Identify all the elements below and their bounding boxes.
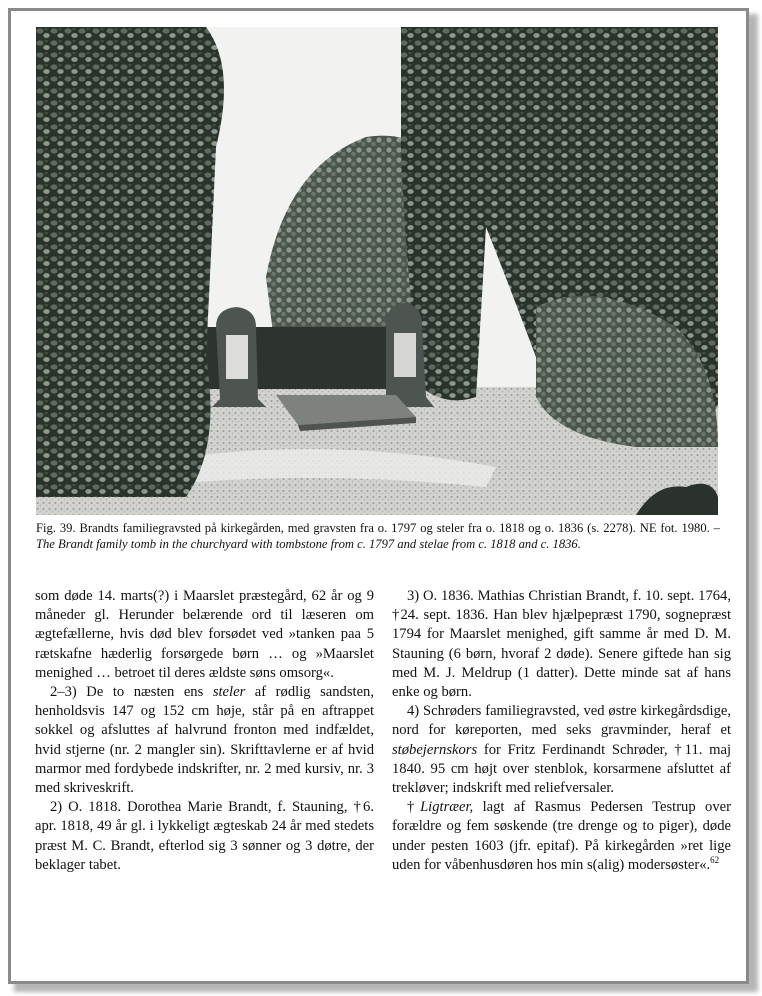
text-run: af rødlig sandsten, henholdsvis 147 og 152 cm høje, står på en aftrappet sokkel og afsluttes af halvrund fronton med indfældet, hvid stjerne (nr. 2 mangler sin). Skrifttavlerne er af hvid marmor med fordybede indskrifter, nr. 2 med kursiv, nr. 3 med skriveskrift. <box>35 684 374 797</box>
text-run: for Fritz Ferdinandt Schrøder, †11. maj 1840. 95 cm højt over stenblok, korsarmene afsluttet af trekløver; indskrift med reliefversaler. <box>392 741 731 797</box>
paragraph-ligtraeer <box>392 798 731 875</box>
emphasis-stobejernskors: støbejernskors <box>392 741 478 758</box>
paragraph-schroeder <box>392 702 731 798</box>
paragraph-1818: 2) O. 1818. Dorothea Marie Brandt, f. Stauning, †6. apr. 1818, 49 år gl. i lykkeligt ægteskab 24 år med stedets præst M. C. Brandt, efterlod sig 3 sønner og 3 døtre, der beklager tabet. <box>35 799 374 873</box>
dagger-mark: † <box>407 799 421 816</box>
left-column <box>35 587 374 875</box>
paragraph-1836: 3) O. 1836. Mathias Christian Brandt, f. 10. sept. 1764, †24. sept. 1836. Han blev hjælpepræst 1790, sognepræst 1794 for Maarslet menighed, gift samme år med D. M. Stauning (6 børn, hvoraf 2 døde). Senere giftede han sig med M. J. Meldrup (1 datter). Dette minde sat af hans enke og børn. <box>392 588 731 701</box>
caption-english: The Brandt family tomb in the churchyard with tombstone from c. 1797 and stelae from c. 1818 and c. 1836. <box>36 536 581 551</box>
emphasis-steler: steler <box>212 684 246 701</box>
text-run: lagt af Rasmus Pedersen Testrup over forældre og fem søskende (tre drenge og to piger), døde under pesten 1603 (jfr. epitaf). På kirkegården »ret lige uden for våbenhusdøren hos min s(alig) modersøster«. <box>392 799 731 873</box>
book-page <box>8 8 749 984</box>
caption-danish: Brandts familiegravsted på kirkegården, med gravsten fra o. 1797 og steler fra o. 1818 og o. 1836 (s. 2278). NE fot. 1980. – <box>79 521 720 535</box>
paragraph-steler <box>35 683 374 798</box>
text-run: 2–3) De to næsten ens <box>50 684 213 701</box>
left-stele-plaque <box>226 335 248 379</box>
paragraph-continuation: som døde 14. marts(?) i Maarslet præstegård, 62 år og 9 måneder gl. Herunder belærende ord til læseren om ægtefællerne, hvis død blev forsødet ved »tanken paa 5 rætskafne hæderlig forsørgede børn … og »Maarslet menighed … betroet til deres ældste søns omsorg«. <box>35 588 374 681</box>
left-ivy-tree <box>36 27 224 497</box>
right-stele-plaque <box>394 333 416 377</box>
figure-label: Fig. 39. <box>36 521 76 535</box>
figure-caption <box>36 521 720 552</box>
emphasis-ligtraeer: Ligtræer, <box>420 799 474 816</box>
footnote-ref[interactable]: 62 <box>710 854 720 865</box>
churchyard-photo <box>36 27 718 515</box>
photo-illustration <box>36 27 718 515</box>
right-column <box>392 587 731 875</box>
text-run: 4) Schrøders familiegravsted, ved østre kirkegårdsdige, nord for køreporten, med seks gravminder, heraf et <box>392 703 731 739</box>
